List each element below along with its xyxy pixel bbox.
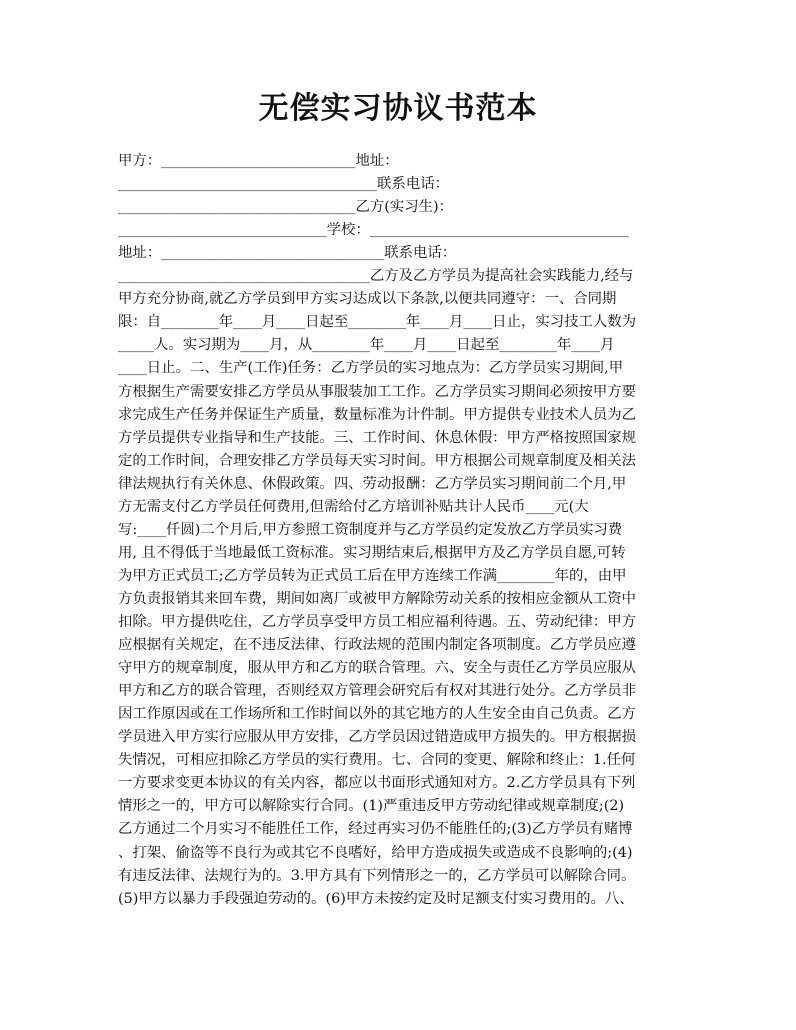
body-line: _____________________________学校：____________________________________ [118, 222, 629, 239]
body-line: 方负责报销其来回车费，期间如离厂或被甲方解除劳动关系的按相应金额从工资中 [118, 590, 637, 607]
body-line: 扣除。甲方提供吃住，乙方学员享受甲方员工相应福利待遇。五、劳动纪律：甲方 [118, 614, 637, 630]
document-title: 无偿实习协议书范本 [258, 91, 538, 126]
body-line: 一方要求变更本协议的有关内容，都应以书面形式通知对方。2.乙方学员具有下列 [118, 775, 636, 792]
body-line: 写:____仟圆)二个月后,甲方参照工资制度并与乙方学员约定发放乙方学员实习费 [118, 521, 623, 538]
body-line: 乙方通过二个月实习不能胜任工作，经过再实习仍不能胜任的;(3)乙方学员有赌博 [118, 821, 633, 838]
body-line: 有违反法律、法规行为的。3.甲方具有下列情形之一的，乙方学员可以解除合同。 [118, 867, 636, 884]
body-line: 因工作原因或在工作场所和工作时间以外的其它地方的人生安全由自己负责。乙方 [118, 706, 637, 723]
body-line: 方无需支付乙方学员任何费用,但需给付乙方培训补贴共计人民币____元(大 [118, 498, 589, 515]
body-line: 求完成生产任务并保证生产质量，数量标准为计件制。甲方提供专业技术人员为乙 [118, 406, 637, 423]
body-line: 甲方：___________________________地址： [118, 153, 399, 169]
body-line: 甲方充分协商,就乙方学员到甲方实习达成以下条款,以便共同遵守：一、合同期 [118, 291, 617, 308]
body-line: ___________________________________乙方及乙方学员为提高社会实践能力,经与 [118, 268, 634, 285]
body-line: 方根据生产需要安排乙方学员从事服装加工工作。乙方学员实习期间必须按甲方要 [118, 383, 637, 400]
body-line: _________________________________乙方(实习生)： [118, 199, 454, 216]
body-line: 学员进入甲方实行应服从甲方安排，乙方学员因过错造成甲方损失的。甲方根据损 [118, 729, 637, 746]
body-line: 、打架、偷盗等不良行为或其它不良嗜好，给甲方造成损失或造成不良影响的;(4) [118, 844, 633, 861]
body-line: 应根据有关规定，在不违反法律、行政法规的范围内制定各项制度。乙方学员应遵 [118, 637, 637, 654]
body-line: 为甲方正式员工;乙方学员转为正式员工后在甲方连续工作满________年的，由甲 [118, 567, 627, 584]
body-line: 情形之一的，甲方可以解除实行合同。(1)严重违反甲方劳动纪律或规章制度;(2) [118, 798, 625, 815]
body-line: 用, 且不得低于当地最低工资标准。实习期结束后,根据甲方及乙方学员自愿,可转 [118, 544, 626, 561]
body-line: 限：自________年____月____日起至________年____月____日止，实习技工人数为 [118, 314, 637, 331]
body-line: ____________________________________联系电话： [118, 176, 449, 193]
body-line: 定的工作时间，合理安排乙方学员每天实习时间。甲方根据公司规章制度及相关法 [118, 452, 637, 469]
body-line: 失情况，可相应扣除乙方学员的实行费用。七、合同的变更、解除和终止：1.任何 [118, 752, 636, 769]
body-line: _____人。实习期为____月，从________年____月____日起至________年____月 [118, 337, 615, 354]
body-line: 方学员提供专业指导和生产技能。三、工作时间、休息休假：甲方严格按照国家规 [118, 429, 637, 446]
body-line: 地址：_______________________________联系电话： [118, 245, 457, 262]
body-line: 甲方和乙方的联合管理，否则经双方管理会研究后有权对其进行处分。乙方学员非 [118, 683, 637, 700]
body-line: 律法规执行有关休息、休假政策。四、劳动报酬：乙方学员实习期间前二个月,甲 [118, 475, 627, 492]
body-line: 守甲方的规章制度，服从甲方和乙方的联合管理。六、安全与责任乙方学员应服从 [118, 660, 637, 677]
body-line: ____日止。二、生产(工作)任务：乙方学员的实习地点为：乙方学员实习期间,甲 [118, 360, 624, 377]
body-line: (5)甲方以暴力手段强迫劳动的。(6)甲方未按约定及时足额支付实习费用的。八、 [118, 890, 634, 907]
